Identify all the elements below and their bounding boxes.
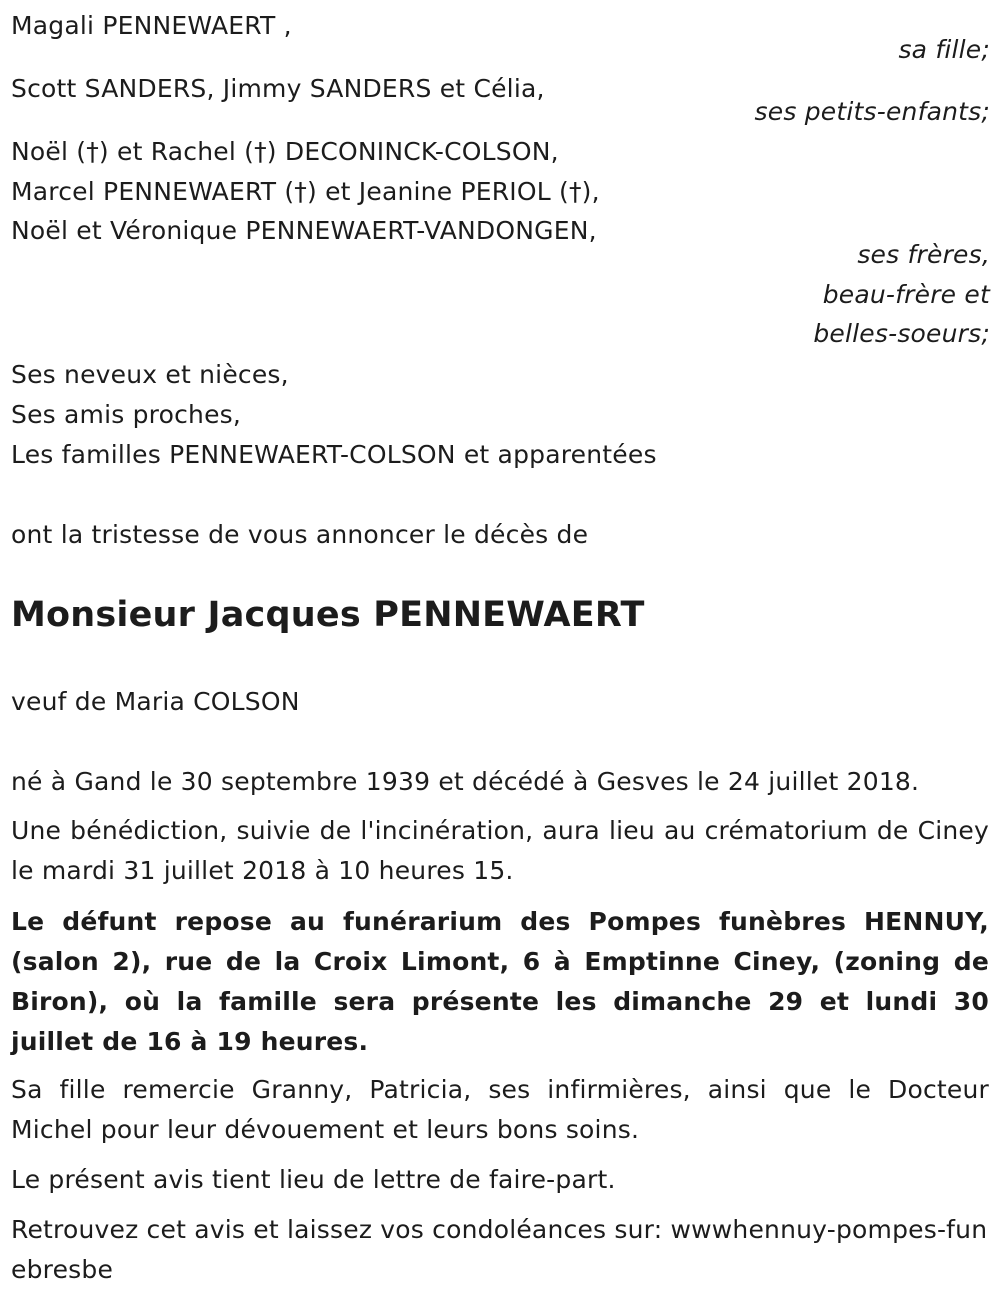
others-line: Les familles PENNEWAERT-COLSON et apparentées: [11, 440, 657, 469]
visitation-paragraph: Le défunt repose au funérarium des Pompes funèbres HENNUY, (salon 2), rue de la Croix Limont, 6 à Emptinne Ciney, (zoning de Biron), où la famille sera présente les dimanche 29 et lundi 30 juillet de 16 à 19 heures.: [11, 907, 989, 1056]
sibling-line: Marcel PENNEWAERT (†) et Jeanine PERIOL (†),: [11, 177, 600, 206]
grandchildren-names: Scott SANDERS, Jimmy SANDERS et Célia,: [11, 74, 545, 103]
thanks-paragraph: Sa fille remercie Granny, Patricia, ses infirmières, ainsi que le Docteur Michel pour leur dévouement et leurs bons soins.: [11, 1075, 989, 1144]
widower-text: veuf de Maria COLSON: [11, 687, 300, 716]
ceremony-paragraph: Une bénédiction, suivie de l'incinération, aura lieu au crématorium de Ciney le mardi 31 juillet 2018 à 10 heures 15.: [11, 816, 989, 885]
grandchildren-role: ses petits-enfants;: [754, 97, 990, 126]
daughter-name: Magali PENNEWAERT ,: [11, 11, 292, 40]
sibling-line: Noël et Véronique PENNEWAERT-VANDONGEN,: [11, 216, 597, 245]
siblings-role-line: belles-soeurs;: [813, 319, 990, 348]
condolences-paragraph: Retrouvez cet avis et laissez vos condoléances sur: wwwhennuy-pompes-funebresbe: [11, 1215, 988, 1284]
siblings-role-line: beau-frère et: [822, 280, 990, 309]
deceased-name: Monsieur Jacques PENNEWAERT: [11, 595, 645, 635]
others-line: Ses amis proches,: [11, 400, 242, 429]
others-line: Ses neveux et nièces,: [11, 360, 289, 389]
siblings-role-line: ses frères,: [857, 240, 990, 269]
daughter-role: sa fille;: [898, 35, 990, 64]
notice-text: Le présent avis tient lieu de lettre de faire-part.: [11, 1165, 616, 1194]
announcement-text: ont la tristesse de vous annoncer le décès de: [11, 520, 589, 549]
sibling-line: Noël (†) et Rachel (†) DECONINCK-COLSON,: [11, 137, 559, 166]
birth-death-text: né à Gand le 30 septembre 1939 et décédé à Gesves le 24 juillet 2018.: [11, 767, 920, 796]
